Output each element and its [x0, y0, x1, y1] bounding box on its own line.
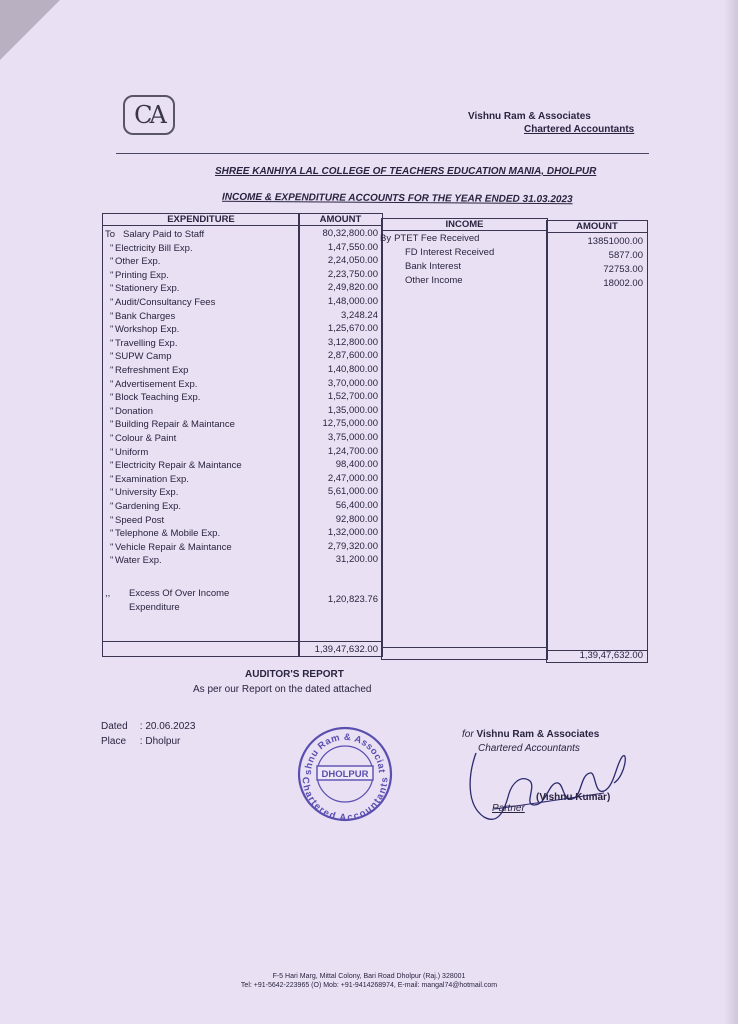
expenditure-row-label: Electricity Repair & Maintance: [115, 460, 242, 472]
firm-name: Vishnu Ram & Associates: [468, 111, 591, 122]
expenditure-row-amount: 2,24,050.00: [327, 255, 378, 267]
expenditure-row-amount: 2,79,320.00: [327, 540, 378, 552]
expenditure-row-prefix: ": [110, 297, 114, 308]
expenditure-row-amount: 3,12,800.00: [327, 336, 378, 348]
for-firm-subtitle: Chartered Accountants: [478, 743, 580, 754]
expenditure-amount-column: [298, 213, 383, 657]
expenditure-row-prefix: ": [110, 460, 114, 472]
page-edge-shadow: [724, 0, 738, 1024]
firm-seal-stamp: [295, 724, 395, 829]
expenditure-row: [110, 256, 161, 268]
expenditure-row-amount: 5,61,000.00: [327, 486, 378, 498]
excess-label-line1: Excess Of Over Income: [129, 588, 230, 599]
income-row-label: Other Income: [405, 275, 463, 286]
income-header: INCOME: [382, 219, 547, 231]
for-prefix: for: [462, 729, 474, 740]
expenditure-row-prefix: ": [110, 378, 114, 390]
svg-text:DHOLPUR: DHOLPUR: [321, 769, 369, 780]
excess-row: [105, 588, 230, 599]
page-footer: [0, 972, 738, 990]
expenditure-row-amount: 2,47,000.00: [327, 472, 378, 484]
expenditure-header: EXPENDITURE: [103, 214, 299, 226]
expenditure-row-amount: 92,800.00: [335, 513, 378, 525]
expenditure-row-label: Electricity Bill Exp.: [115, 242, 193, 254]
expenditure-row: [110, 405, 154, 417]
expenditure-row: [110, 269, 169, 281]
expenditure-row-amount: 3,70,000.00: [327, 377, 378, 389]
expenditure-row: [110, 514, 165, 526]
expenditure-row-prefix: ": [110, 528, 114, 540]
expenditure-row-amount: 1,32,000.00: [327, 527, 378, 539]
expenditure-row-prefix: ": [110, 405, 114, 417]
expenditure-row-label: Refreshment Exp: [115, 365, 189, 376]
expenditure-row: [110, 324, 180, 336]
expenditure-row-label: Gardening Exp.: [115, 501, 182, 512]
expenditure-column: [102, 213, 300, 657]
expenditure-row-label: Speed Post: [115, 514, 165, 526]
expenditure-row-label: Water Exp.: [115, 555, 162, 567]
expenditure-row-prefix: ": [110, 310, 114, 322]
expenditure-row-label: Bank Charges: [115, 310, 176, 322]
folded-corner: [0, 0, 60, 60]
svg-text:Vishnu Ram & Associates: shnu Ram & Associat: [302, 731, 388, 776]
income-column: [381, 218, 548, 660]
income-amount-column: [546, 220, 648, 663]
expenditure-row-amount: 2,87,600.00: [327, 350, 378, 362]
expenditure-row-amount: 98,400.00: [335, 459, 378, 471]
expenditure-row-prefix: ": [110, 337, 114, 349]
expenditure-row-prefix: ": [110, 541, 114, 553]
expenditure-row-prefix: ": [110, 256, 114, 268]
expenditure-row-label: Printing Exp.: [115, 269, 169, 281]
expenditure-row-amount: 31,200.00: [335, 554, 378, 566]
expenditure-row-label: Telephone & Mobile Exp.: [115, 528, 221, 540]
for-firm-name: Vishnu Ram & Associates: [476, 729, 600, 740]
expenditure-row: [110, 487, 179, 499]
expenditure-row-amount: 12,75,000.00: [322, 418, 378, 430]
statement-title: INCOME & EXPENDITURE ACCOUNTS FOR THE YEAR ENDED 31.03.2023: [221, 191, 573, 206]
svg-text:Chartered Accountants: Chartered Accountants: [299, 776, 391, 824]
expenditure-row-amount: 2,49,820.00: [327, 282, 378, 294]
expenditure-row: [110, 392, 201, 404]
partner-signature: [464, 735, 634, 830]
income-row-label: FD Interest Received: [405, 247, 495, 258]
expenditure-row-prefix: ": [110, 269, 114, 281]
expenditure-row-prefix: ": [110, 473, 114, 485]
expenditure-row: [110, 541, 232, 553]
income-row-amount: 5877.00: [608, 250, 643, 261]
expenditure-row-label: Advertisement Exp.: [115, 378, 198, 390]
expenditure-row: [110, 365, 189, 376]
expenditure-row-prefix: ": [110, 487, 114, 499]
expenditure-row-amount: 80,32,800.00: [322, 228, 378, 239]
expenditure-row-label: Examination Exp.: [115, 473, 189, 485]
footer-contact: Tel: +91-5642-223965 (O) Mob: +91-9414268974, E-mail: mangal74@hotmail.com: [240, 982, 498, 989]
expenditure-row-label: Colour & Paint: [115, 433, 177, 444]
expenditure-row-amount: 1,48,000.00: [327, 296, 378, 307]
expenditure-row: [110, 528, 221, 540]
ca-logo-text: CA: [134, 101, 164, 129]
expenditure-total: 1,39,47,632.00: [314, 644, 378, 655]
expenditure-row-label: Other Exp.: [115, 256, 161, 268]
place-label: Place: [101, 736, 127, 747]
dated-label: Dated: [101, 721, 128, 732]
expenditure-row: [110, 460, 242, 472]
expenditure-row: [110, 555, 162, 567]
expenditure-row-prefix: To: [105, 229, 116, 240]
place-value: Dholpur: [145, 736, 181, 747]
expenditure-row: [110, 283, 180, 295]
expenditure-row-label: Workshop Exp.: [115, 324, 180, 336]
expenditure-row-label: SUPW Camp: [115, 351, 172, 363]
expenditure-row-label: Audit/Consultancy Fees: [115, 297, 216, 308]
expenditure-row-amount: 3,75,000.00: [327, 432, 378, 443]
footer-address: F-5 Hari Marg, Mittal Colony, Bari Road Dholpur (Raj.) 328001: [272, 973, 466, 980]
expenditure-row-amount: 3,248.24: [341, 309, 378, 321]
expenditure-row-amount: 1,24,700.00: [327, 445, 378, 457]
excess-amount: 1,20,823.76: [327, 594, 378, 605]
expenditure-row-amount: 1,35,000.00: [327, 404, 378, 416]
expenditure-row-label: University Exp.: [115, 487, 179, 499]
excess-label-line2: Expenditure: [129, 602, 180, 613]
expenditure-row: [110, 351, 172, 363]
dated-value: 20.06.2023: [145, 721, 196, 732]
expenditure-row-prefix: ": [110, 419, 114, 431]
expenditure-row: [110, 433, 177, 444]
expenditure-row: [110, 337, 178, 349]
expenditure-row-amount: 2,23,750.00: [327, 268, 378, 280]
expenditure-row-prefix: ": [110, 446, 114, 458]
expenditure-total-rule: [103, 641, 299, 642]
expenditure-row-prefix: ": [110, 351, 114, 363]
expenditure-row-amount: 56,400.00: [335, 500, 378, 511]
expenditure-row-prefix: ": [110, 365, 114, 376]
expenditure-row-prefix: ": [110, 324, 114, 336]
income-row-amount: 72753.00: [603, 264, 643, 275]
income-row-label: PTET Fee Received: [394, 233, 480, 244]
expenditure-row-prefix: ": [110, 283, 114, 295]
expenditure-row: [110, 310, 176, 322]
firm-subtitle: Chartered Accountants: [524, 124, 635, 135]
expenditure-row-label: Travelling Exp.: [115, 337, 178, 349]
partner-label: Partner: [492, 803, 525, 814]
expenditure-row-label: Donation: [115, 405, 154, 417]
expenditure-row-label: Building Repair & Maintance: [115, 419, 235, 431]
firm-header: [468, 111, 634, 135]
auditor-report-heading: AUDITOR'S REPORT: [245, 669, 344, 680]
income-row: [405, 247, 494, 258]
auditor-report-line: As per our Report on the dated attached: [193, 684, 372, 695]
excess-prefix: ,,: [105, 588, 111, 599]
expenditure-row-prefix: ": [110, 242, 114, 254]
college-name: SHREE KANHIYA LAL COLLEGE OF TEACHERS EDUCATION MANIA, DHOLPUR: [215, 166, 597, 177]
expenditure-row-amount: 1,40,800.00: [327, 364, 378, 375]
expenditure-row-prefix: ": [110, 501, 114, 512]
expenditure-row: [110, 242, 193, 254]
income-total-rule: [382, 647, 547, 648]
expenditure-amount-header: AMOUNT: [299, 214, 382, 226]
expenditure-row-label: Block Teaching Exp.: [115, 392, 201, 404]
expenditure-row-amount: 1,52,700.00: [327, 391, 378, 403]
income-row-label: Bank Interest: [405, 261, 461, 272]
expenditure-row: [110, 297, 216, 308]
expenditure-row-label: Uniform: [115, 446, 149, 458]
expenditure-row: [105, 229, 205, 240]
expenditure-row-prefix: ": [110, 392, 114, 404]
ca-logo: [123, 95, 175, 135]
date-place-block: Dated : 20.06.2023 Place : Dholpur: [101, 721, 196, 747]
expenditure-row: [110, 446, 149, 458]
signer-name: (Vishnu Kumar): [536, 792, 611, 803]
header-rule: [116, 153, 649, 154]
income-row-prefix: By: [380, 233, 392, 244]
income-row-amount: 18002.00: [603, 278, 643, 289]
income-amount-header: AMOUNT: [547, 221, 647, 233]
income-row: [405, 261, 461, 272]
expenditure-row: [110, 501, 182, 512]
expenditure-row: [110, 419, 235, 431]
income-row-amount: 13851000.00: [587, 236, 643, 247]
expenditure-row-prefix: ": [110, 555, 114, 567]
expenditure-row-amount: 1,25,670.00: [327, 323, 378, 335]
expenditure-row-label: Stationery Exp.: [115, 283, 180, 295]
expenditure-row-prefix: ": [110, 514, 114, 526]
expenditure-row-label: Vehicle Repair & Maintance: [115, 541, 232, 553]
expenditure-row-label: Salary Paid to Staff: [123, 229, 205, 240]
expenditure-row-prefix: ": [110, 433, 114, 444]
income-total: 1,39,47,632.00: [579, 650, 643, 661]
income-expenditure-table: [102, 208, 649, 663]
income-row: [380, 233, 479, 244]
expenditure-row: [110, 378, 198, 390]
expenditure-amount-total-rule: [299, 641, 382, 642]
expenditure-row: [110, 473, 189, 485]
income-row: [405, 275, 463, 286]
expenditure-row-amount: 1,47,550.00: [327, 241, 378, 253]
